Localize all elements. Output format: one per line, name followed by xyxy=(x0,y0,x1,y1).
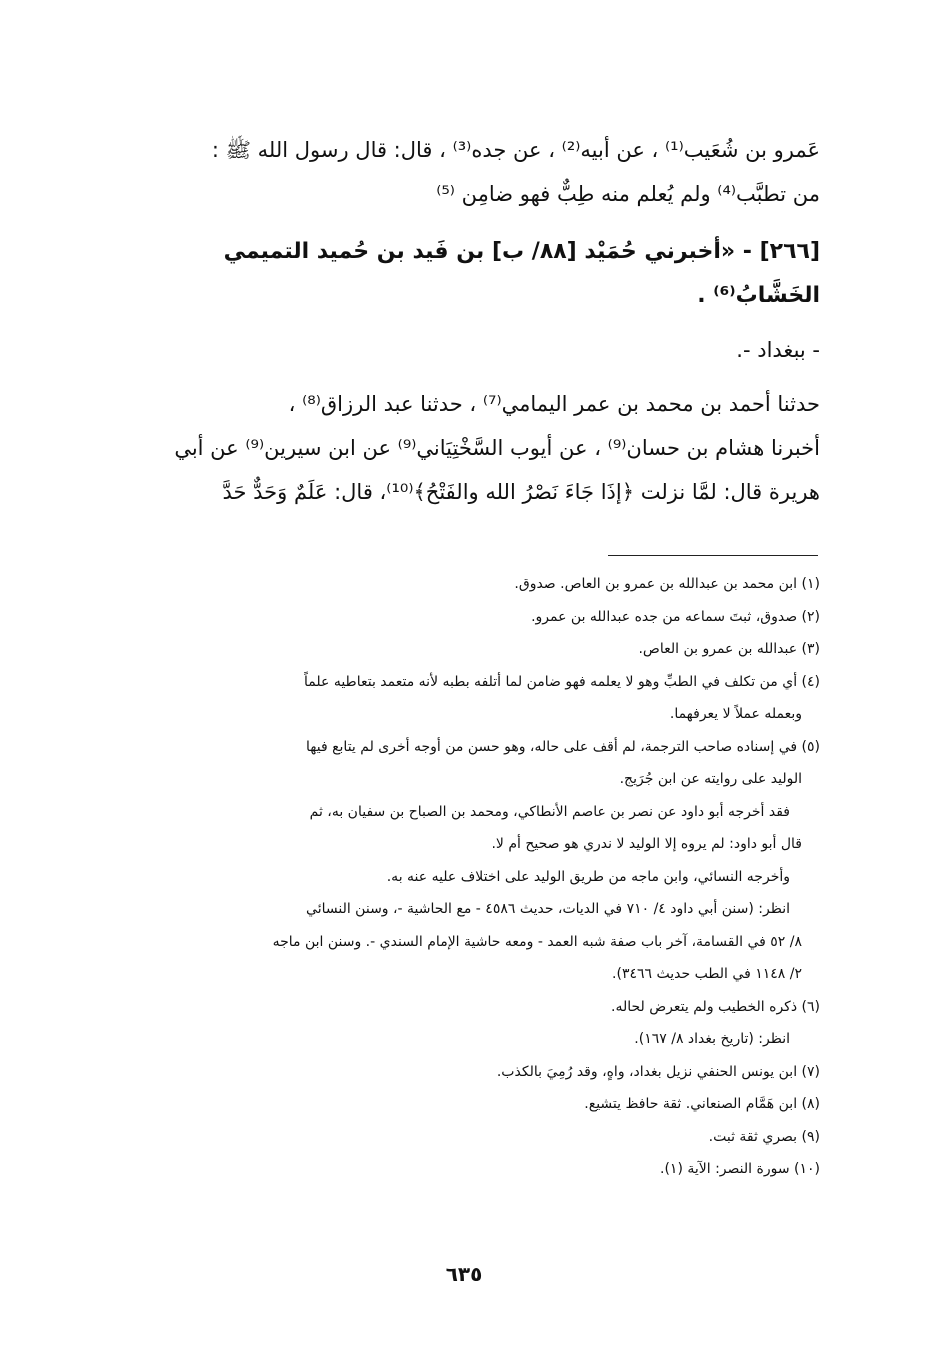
footnote-continuation: وأخرجه النسائي، وابن ماجه من طريق الوليد على اختلاف عليه عنه به. xyxy=(386,868,790,885)
footnote: (٦) ذكره الخطيب ولم يتعرض لحاله. xyxy=(611,998,820,1015)
footnote-continuation: الوليد على روايته عن ابن جُرَيج. xyxy=(619,771,802,787)
footnote: (٣) عبدالله بن عمرو بن العاص. xyxy=(638,641,820,657)
footnote-continuation: ٨/ ٥٢ في القسامة، آخر باب صفة شبه العمد - ومعه حاشية الإمام السندي -. وسنن ابن ماجه xyxy=(272,933,802,950)
text-line: من تطبَّب⁽⁴⁾ ولم يُعلم منه طِبٌّ فهو ضامِن ⁽⁵⁾ xyxy=(436,182,820,206)
footnote-continuation: قال أبو داود: لم يروه إلا الوليد لا ندري هو صحيح أم لا. xyxy=(491,836,802,852)
text-line: أخبرنا هشام بن حسان⁽⁹⁾ ، عن أيوب السَّخْتِيَاني⁽⁹⁾ عن ابن سيرين⁽⁹⁾ عن أبي xyxy=(174,436,820,460)
footnote: (١) ابن محمد بن عبدالله بن عمرو بن العاص. صدوق. xyxy=(514,576,820,592)
text-line: عَمرو بن شُعَيب⁽¹⁾ ، عن أبيه⁽²⁾ ، عن جده⁽³⁾ ، قال: قال رسول الله ﷺ : xyxy=(211,138,820,162)
footnote: (٨) ابن هَمَّام الصنعاني. ثقة حافظ يتشيع. xyxy=(584,1096,820,1112)
main-text xyxy=(110,128,820,514)
footnote-continuation: وبعمله عملاً لا يعرفهما. xyxy=(669,706,802,722)
footnote-continuation: انظر: (تاريخ بغداد ٨/ ١٦٧). xyxy=(634,1031,790,1047)
footnote: (٢) صدوق، ثبتَ سماعه من جده عبدالله بن عمرو. xyxy=(531,608,820,625)
footnotes xyxy=(105,568,820,1186)
footnote: (٩) بصري ثقة ثبت. xyxy=(708,1128,820,1145)
footnote-separator xyxy=(608,555,818,556)
entry-heading: الخَشَّابُ⁽⁶⁾ . xyxy=(697,283,820,308)
page-number: ٦٣٥ xyxy=(445,1262,483,1286)
location-line: - ببغداد -. xyxy=(736,338,820,362)
footnote-continuation: فقد أخرجه أبو داود عن نصر بن عاصم الأنطاكي، ومحمد بن الصباح بن سفيان به، ثم xyxy=(309,803,790,820)
footnote: (٧) ابن يونس الحنفي نزيل بغداد، واهٍ، وقد رُمِيَ بالكذب. xyxy=(496,1063,820,1080)
text-line: هريرة قال: لمَّا نزلت ﴿إذَا جَاءَ نَصْرُ الله والفَتْحُ﴾⁽¹⁰⁾، قال: عَلَمٌ وَحَدٌّ حَدَّ xyxy=(222,480,820,504)
text-line: حدثنا أحمد بن محمد بن عمر اليمامي⁽⁷⁾ ، حدثنا عبد الرزاق⁽⁸⁾ ، xyxy=(288,392,820,416)
footnote-continuation: ٢/ ١١٤٨ في الطب حديث ٣٤٦٦). xyxy=(612,966,802,982)
footnote-continuation: انظر: (سنن أبي داود ٤/ ٧١٠ في الديات، حديث ٤٥٨٦ - مع الحاشية -، وسنن النسائي xyxy=(306,901,790,917)
footnote: (٤) أي من تكلف في الطبِّ وهو لا يعلمه فهو ضامن لما أتلفه بطبه لأنه متعمد بتعاطيه علماً xyxy=(304,673,820,690)
footnote: (٥) في إسناده صاحب الترجمة، لم أقف على حاله، وهو حسن من أوجه أخرى لم يتابع فيها xyxy=(306,738,820,755)
entry-heading: [٢٦٦] - «أخبرني حُمَيْد [٨٨/ ب] بن فَيد بن حُميد التميمي xyxy=(223,239,820,264)
footnote: (١٠) سورة النصر: الآية (١). xyxy=(660,1161,820,1177)
